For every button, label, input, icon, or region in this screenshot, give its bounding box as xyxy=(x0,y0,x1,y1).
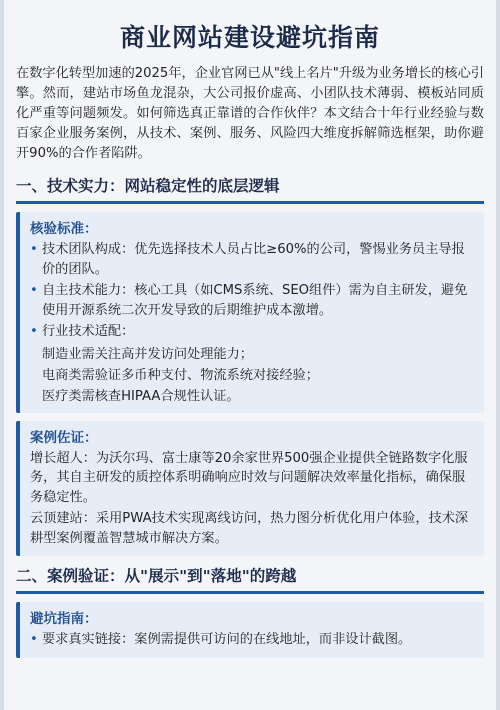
guide-card xyxy=(16,602,484,658)
bullet-icon: • xyxy=(30,324,38,339)
sub-item: 医疗类需核查HIPAA合规性认证。 xyxy=(42,388,240,404)
list-item-text: 要求真实链接：案例需提供可访问的在线地址，而非设计截图。 xyxy=(42,632,412,647)
criteria-card xyxy=(16,212,484,413)
list-item xyxy=(30,630,474,650)
guide-card-title: 避坑指南： xyxy=(30,611,98,627)
cases-card xyxy=(16,421,484,557)
case-paragraph: 云顶建站：采用PWA技术实现离线访问，热力图分析优化用户体验，技术深耕型案例覆盖智慧城市解决方案。 xyxy=(30,511,469,546)
sub-item: 电商类需验证多币种支付、物流系统对接经验； xyxy=(42,367,319,383)
cases-card-title: 案例佐证： xyxy=(30,429,98,446)
bullet-icon: • xyxy=(30,242,38,257)
bullet-icon: • xyxy=(30,632,38,647)
section-heading-tech: 一、技术实力：网站稳定性的底层逻辑 xyxy=(16,174,484,204)
list-item-text: 行业技术适配： xyxy=(42,324,135,339)
list-item xyxy=(30,281,474,320)
case-paragraph: 增长超人：为沃尔玛、富士康等20余家世界500强企业提供全链路数字化服务，其自主研发的质控体系明确响应时效与问题解决效率量化指标，确保服务稳定性。 xyxy=(30,450,468,505)
page-title: 商业网站建设避坑指南 xyxy=(119,23,380,52)
sub-item: 制造业需关注高并发访问处理能力； xyxy=(42,346,253,362)
list-item xyxy=(30,322,474,342)
list-item xyxy=(30,240,474,279)
list-item-text: 技术团队构成：优先选择技术人员占比≥60%的公司，警惕业务员主导报价的团队。 xyxy=(42,242,465,277)
list-item-text: 自主技术能力：核心工具（如CMS系统、SEO组件）需为自主研发，避免使用开源系统二次开发导致的后期维护成本激增。 xyxy=(42,283,468,318)
bullet-icon: • xyxy=(30,283,38,298)
criteria-card-title: 核验标准： xyxy=(30,221,98,237)
intro-paragraph: 在数字化转型加速的2025年，企业官网已从"线上名片"升级为业务增长的核心引擎。然而，建站市场鱼龙混杂，大公司报价虚高、小团队技术薄弱、模板站同质化严重等问题频发。如何筛选真正靠谱的合作伙伴？本文结合十年行业经验与数百家企业服务案例，从技术、案例、服务、风险四大维度拆解筛选框架，助你避开90%的合作者陷阱。 xyxy=(16,66,484,161)
section-heading-cases: 二、案例验证：从"展示"到"落地"的跨越 xyxy=(16,564,484,594)
